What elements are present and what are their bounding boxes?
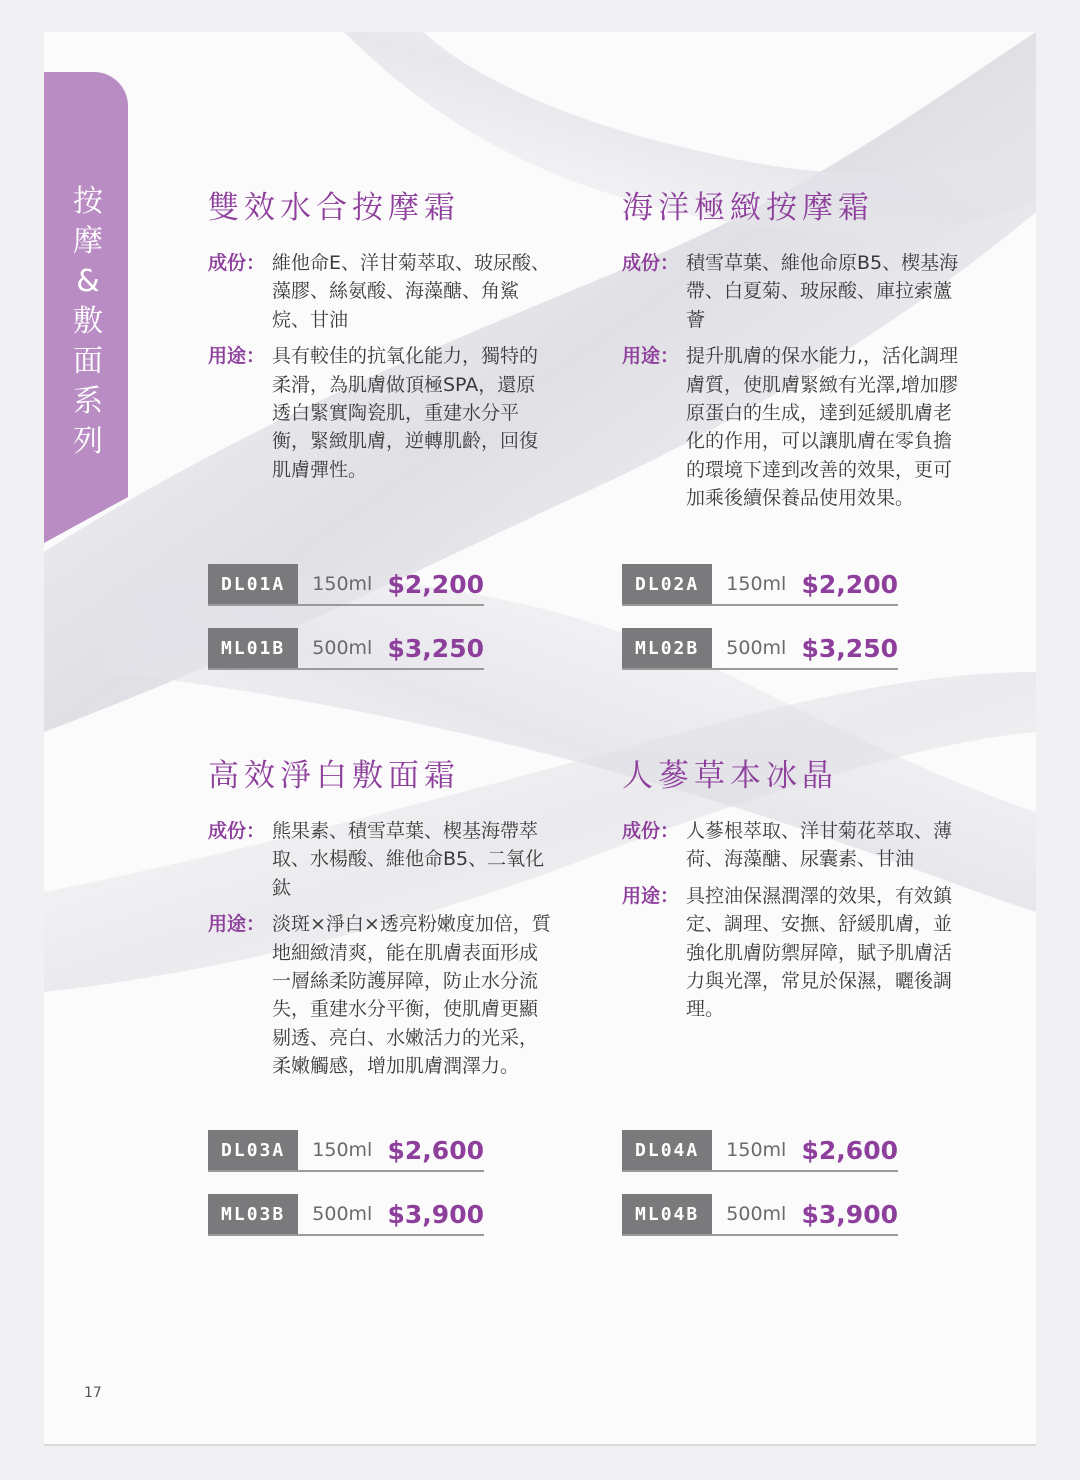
usage-text: 提升肌膚的保水能力,，活化調理膚質，使肌膚緊緻有光澤,增加膠原蛋白的生成，達到延緩肌膚老化的作用，可以讓肌膚在零負擔的環境下達到改善的效果，更可加乘後續保養品使用效果。: [686, 345, 959, 510]
ingredients-text: 人蔘根萃取、洋甘菊花萃取、薄荷、海藻醣、尿囊素、甘油: [686, 820, 953, 871]
catalog-page: [44, 32, 1036, 1444]
ingredients-text: 積雪草葉、維他命原B5、楔基海帶、白夏菊、玻尿酸、庫拉索蘆薈: [686, 252, 959, 331]
product-volume: 500ml: [312, 637, 373, 659]
product-price: $2,200: [387, 569, 484, 599]
product-volume: 150ml: [726, 573, 787, 595]
usage-label: 用途：: [622, 884, 680, 907]
product-code: ML02B: [622, 628, 712, 668]
usage-label: 用途：: [208, 345, 266, 368]
ingredients-label: 成份：: [622, 252, 680, 274]
price-row: [208, 1130, 484, 1172]
product-code: DL02A: [622, 564, 712, 604]
product-volume: 500ml: [312, 1203, 373, 1225]
price-list-4: [622, 1130, 898, 1258]
product-code: ML04B: [622, 1194, 712, 1234]
product-title: 人蔘草本冰晶: [622, 758, 838, 794]
product-price: $2,200: [801, 569, 898, 599]
product-volume: 500ml: [726, 637, 787, 659]
price-row: [622, 564, 898, 606]
product-title: 高效淨白敷面霜: [208, 758, 460, 794]
page-number: 17: [84, 1385, 102, 1401]
price-list-2: [622, 564, 898, 692]
usage-text: 具控油保濕潤澤的效果，有效鎮定、調理、安撫、舒緩肌膚，並強化肌膚防禦屏障，賦予肌膚活力與光澤，常見於保濕，曬後調理。: [686, 884, 953, 1021]
product-volume: 500ml: [726, 1203, 787, 1225]
category-side-tab: [44, 72, 128, 497]
product-title: 雙效水合按摩霜: [208, 190, 460, 226]
product-code: DL04A: [622, 1130, 712, 1170]
product-card-2: [622, 182, 992, 521]
price-list-1: [208, 564, 484, 692]
ingredients-row: [208, 249, 578, 334]
product-volume: 150ml: [726, 1139, 787, 1161]
usage-label: 用途：: [622, 345, 680, 368]
usage-row: [208, 342, 578, 484]
usage-row: [622, 342, 992, 512]
price-list-3: [208, 1130, 484, 1258]
ingredients-row: [208, 817, 578, 902]
ingredients-text: 熊果素、積雪草葉、楔基海帶萃取、水楊酸、維他命B5、二氧化鈦: [272, 820, 545, 899]
ingredients-text: 維他命E、洋甘菊萃取、玻尿酸、藻膠、絲氨酸、海藻醣、角鯊烷、甘油: [272, 252, 551, 331]
product-price: $3,250: [387, 633, 484, 663]
price-row: [622, 1194, 898, 1236]
product-price: $3,250: [801, 633, 898, 663]
product-code: ML03B: [208, 1194, 298, 1234]
usage-row: [622, 882, 992, 1024]
price-row: [622, 1130, 898, 1172]
price-row: [208, 628, 484, 670]
ingredients-label: 成份：: [622, 820, 680, 842]
usage-text: 具有較佳的抗氧化能力，獨特的柔滑，為肌膚做頂極SPA，還原透白緊實陶瓷肌，重建水分平衡，緊緻肌膚，逆轉肌齡，回復肌膚彈性。: [272, 345, 539, 481]
product-card-1: [208, 182, 578, 492]
product-title: 海洋極緻按摩霜: [622, 190, 874, 226]
price-row: [208, 1194, 484, 1236]
product-price: $3,900: [387, 1199, 484, 1229]
price-row: [208, 564, 484, 606]
product-code: DL03A: [208, 1130, 298, 1170]
product-price: $2,600: [801, 1135, 898, 1165]
ingredients-label: 成份：: [208, 820, 266, 842]
ingredients-row: [622, 817, 992, 874]
usage-label: 用途：: [208, 913, 266, 936]
product-price: $2,600: [387, 1135, 484, 1165]
usage-row: [208, 910, 578, 1080]
product-code: DL01A: [208, 564, 298, 604]
product-price: $3,900: [801, 1199, 898, 1229]
product-volume: 150ml: [312, 1139, 373, 1161]
product-card-3: [208, 750, 578, 1089]
ingredients-label: 成份：: [208, 252, 266, 274]
ingredients-row: [622, 249, 992, 334]
product-code: ML01B: [208, 628, 298, 668]
price-row: [622, 628, 898, 670]
usage-text: 淡斑×淨白×透亮粉嫩度加倍，質地細緻清爽，能在肌膚表面形成一層絲柔防護屏障，防止水分流失，重建水分平衡，使肌膚更顯剔透、亮白、水嫩活力的光采，柔嫩觸感，增加肌膚潤澤力。: [272, 913, 551, 1078]
product-volume: 150ml: [312, 573, 373, 595]
product-card-4: [622, 750, 992, 1032]
category-label: 按摩&敷面系列: [73, 184, 103, 459]
